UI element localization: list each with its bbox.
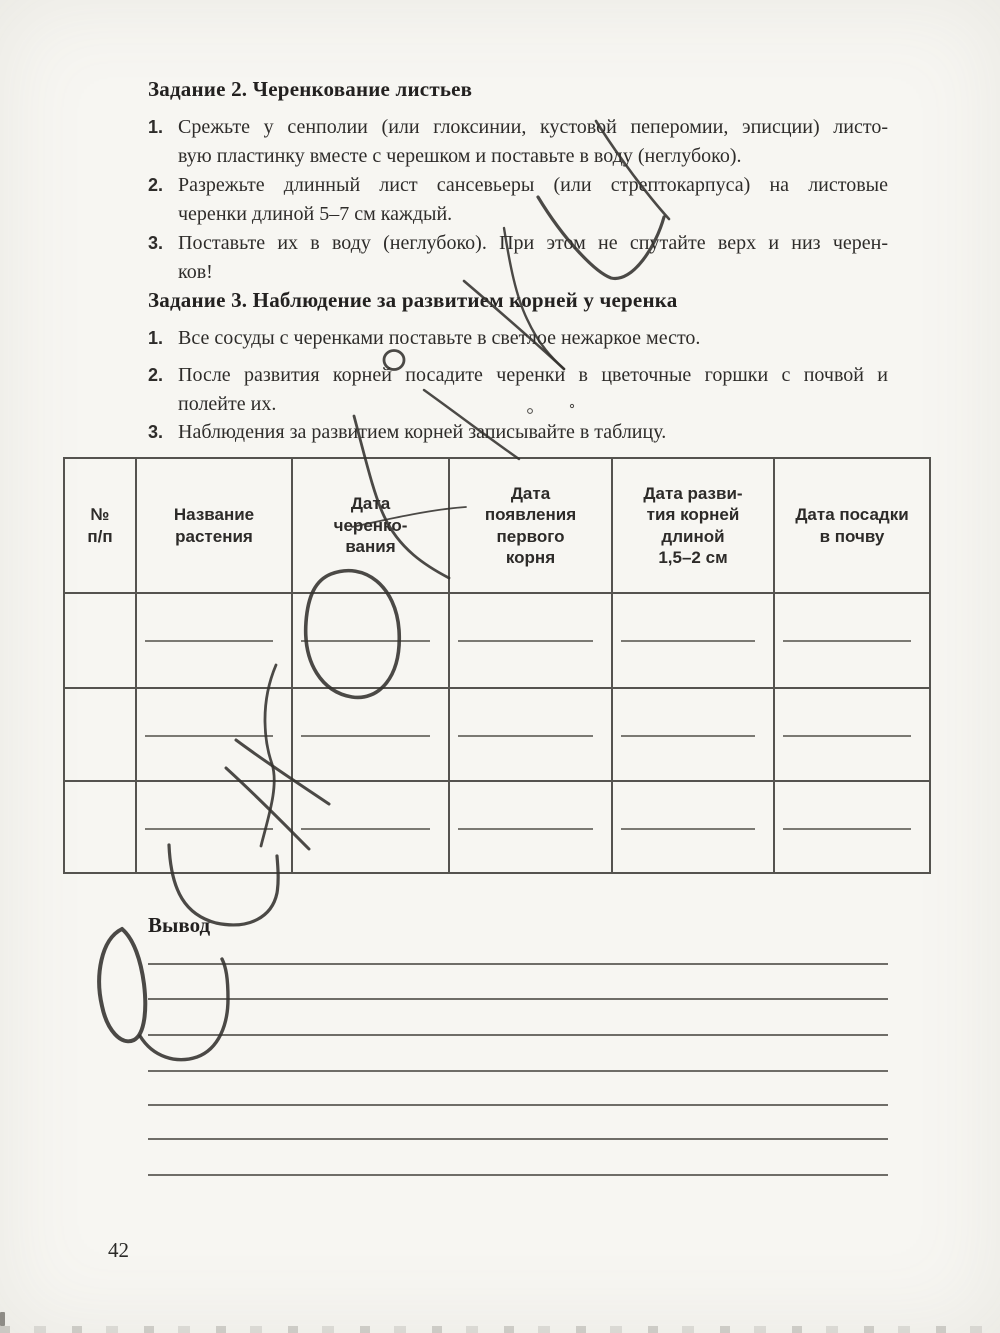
table-cell: [65, 689, 137, 782]
item-text: Разрежьте длинный лист сансевьеры (или стрептокарпуса) на листовые черенки длиной 5–7 см каждый.: [178, 174, 888, 225]
write-in-line[interactable]: [621, 735, 755, 737]
col-header-planting-date: Дата посадки в почву: [775, 459, 929, 594]
table-cell: [137, 689, 293, 782]
task-3-item-3: [148, 418, 888, 447]
col-header-number: № п/п: [65, 459, 137, 594]
col-header-first-root-date: Дата появления первого корня: [450, 459, 613, 594]
write-in-line[interactable]: [301, 735, 430, 737]
task-2-item-1: [148, 113, 888, 171]
col-header-root-growth-date: Дата разви- тия корней длиной 1,5–2 см: [613, 459, 775, 594]
item-number: 3.: [148, 233, 164, 253]
table-cell: [65, 782, 137, 872]
table-cell: [613, 689, 775, 782]
conclusion-line[interactable]: [148, 1104, 888, 1106]
conclusion-line[interactable]: [148, 1070, 888, 1072]
task-3-item-2: [148, 361, 888, 419]
task-3-item-1: [148, 324, 888, 353]
task-2-item-2: [148, 171, 888, 229]
scan-artifact-edge: [0, 1312, 5, 1326]
write-in-line[interactable]: [783, 735, 911, 737]
write-in-line[interactable]: [301, 640, 430, 642]
table-cell: [613, 782, 775, 872]
write-in-line[interactable]: [783, 828, 911, 830]
item-text: Все сосуды с черенками поставьте в светлое нежаркое место.: [178, 327, 701, 349]
col-header-cutting-date: Дата черенко- вания: [293, 459, 450, 594]
write-in-line[interactable]: [458, 735, 593, 737]
table-cell: [293, 689, 450, 782]
item-number: 2.: [148, 175, 164, 195]
item-text: После развития корней посадите черенки в цветочные горшки с почвой и полейте их.: [178, 364, 888, 415]
table-cell: [775, 782, 929, 872]
table-cell: [450, 689, 613, 782]
item-number: 1.: [148, 117, 164, 137]
conclusion-line[interactable]: [148, 963, 888, 965]
col-header-plant-name: Название растения: [137, 459, 293, 594]
write-in-line[interactable]: [783, 640, 911, 642]
scan-artifact-bottom: [0, 1326, 1000, 1333]
item-text: Срежьте у сенполии (или глоксинии, кустовой пеперомии, эписции) листо- вую пластинку вместе с черешком и поставьте в воду (неглубоко).: [178, 116, 888, 167]
write-in-line[interactable]: [301, 828, 430, 830]
observation-table: [63, 457, 931, 874]
item-text: Поставьте их в воду (неглубоко). При этом не спутайте верх и низ черен- ков!: [178, 232, 888, 283]
write-in-line[interactable]: [145, 640, 273, 642]
table-cell: [293, 594, 450, 689]
table-cell: [775, 689, 929, 782]
table-cell: [293, 782, 450, 872]
write-in-line[interactable]: [621, 640, 755, 642]
item-text: Наблюдения за развитием корней записывайте в таблицу.: [178, 421, 667, 443]
item-number: 2.: [148, 365, 164, 385]
task-2-title: Задание 2. Черенкование листьев: [148, 77, 473, 101]
write-in-line[interactable]: [145, 828, 273, 830]
table-cell: [613, 594, 775, 689]
table-cell: [450, 594, 613, 689]
table-cell: [137, 782, 293, 872]
table-cell: [137, 594, 293, 689]
write-in-line[interactable]: [621, 828, 755, 830]
item-number: 1.: [148, 328, 164, 348]
item-number: 3.: [148, 422, 164, 442]
conclusion-line[interactable]: [148, 1174, 888, 1176]
conclusion-line[interactable]: [148, 1034, 888, 1036]
conclusion-line[interactable]: [148, 1138, 888, 1140]
write-in-line[interactable]: [458, 640, 593, 642]
conclusion-line[interactable]: [148, 998, 888, 1000]
page-number: 42: [108, 1238, 129, 1262]
task-2-item-3: [148, 229, 888, 287]
conclusion-label: Вывод: [148, 913, 211, 937]
table-cell: [65, 594, 137, 689]
table-cell: [450, 782, 613, 872]
write-in-line[interactable]: [458, 828, 593, 830]
table-cell: [775, 594, 929, 689]
write-in-line[interactable]: [145, 735, 273, 737]
task-3-title: Задание 3. Наблюдение за развитием корней у черенка: [148, 288, 678, 312]
